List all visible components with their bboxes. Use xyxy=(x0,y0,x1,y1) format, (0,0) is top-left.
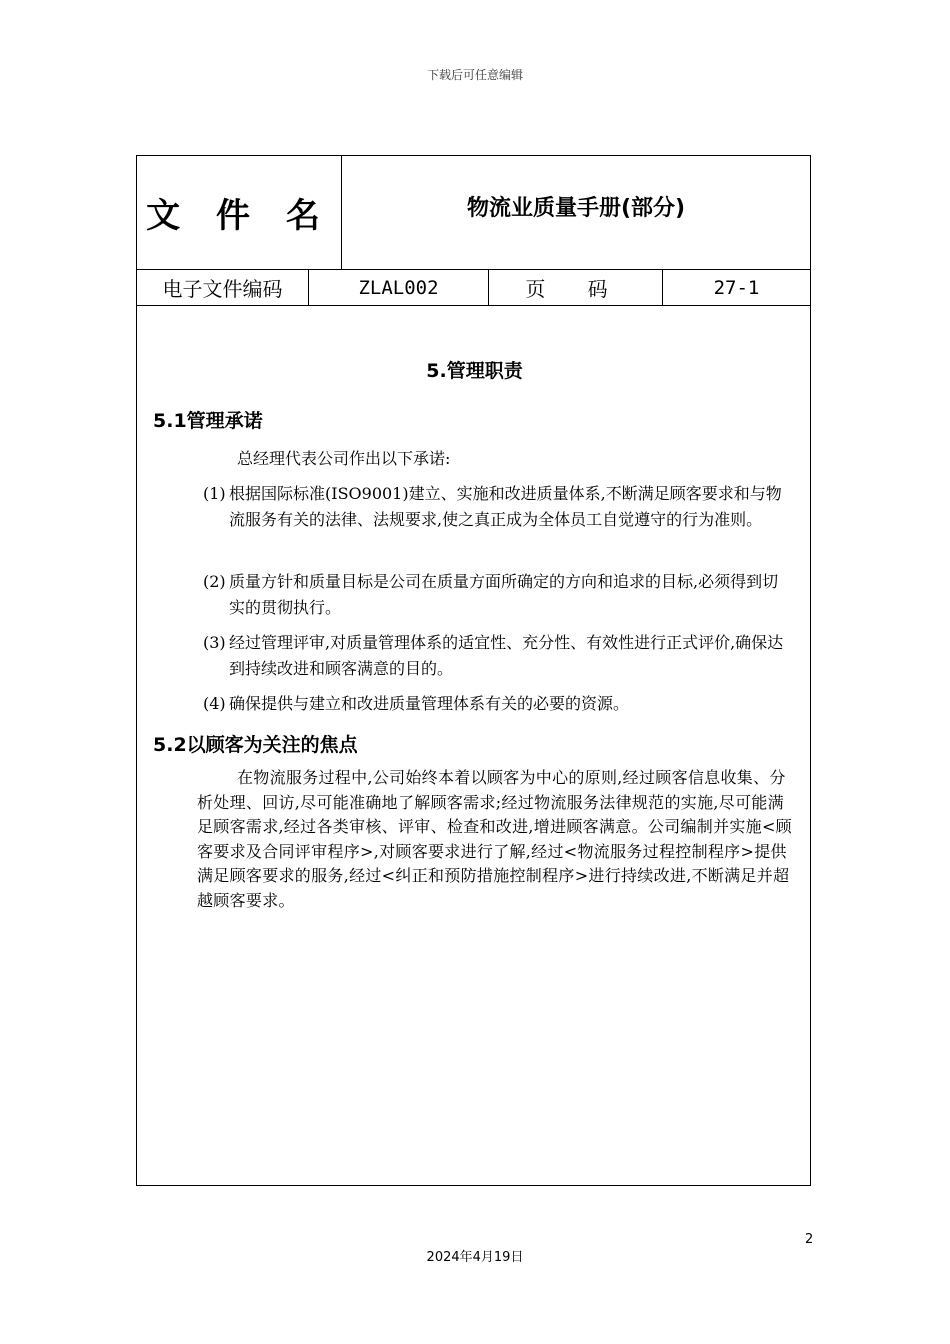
document-frame xyxy=(136,155,811,1186)
item-number: (3) xyxy=(203,633,226,652)
file-name-label: 文 件 名 xyxy=(137,156,342,269)
section-title: 5.管理职责 xyxy=(426,360,523,382)
commitment-item xyxy=(203,569,793,621)
page-label: 页 码 xyxy=(489,270,663,305)
commitment-item xyxy=(203,691,793,717)
item-text: 确保提供与建立和改进质量管理体系有关的必要的资源。 xyxy=(229,694,630,713)
commitment-intro: 总经理代表公司作出以下承诺: xyxy=(237,449,451,468)
item-number: (2) xyxy=(203,572,226,591)
header-note: 下载后可任意编辑 xyxy=(426,68,523,82)
info-row xyxy=(137,270,810,306)
title-row xyxy=(137,156,810,270)
subsection-title-5-2: 5.2以顾客为关注的焦点 xyxy=(153,734,358,756)
item-text: 质量方针和质量目标是公司在质量方面所确定的方向和追求的目标,必须得到切实的贯彻执行。 xyxy=(229,572,779,617)
document-title: 物流业质量手册(部分) xyxy=(466,195,686,221)
item-number: (4) xyxy=(203,694,226,713)
item-text: 根据国际标准(ISO9001)建立、实施和改进质量体系,不断满足顾客要求和与物流服务有关的法律、法规要求,使之真正成为全体员工自觉遵守的行为准则。 xyxy=(229,484,782,529)
file-code-value: ZLAL002 xyxy=(309,270,489,305)
item-text: 经过管理评审,对质量管理体系的适宜性、充分性、有效性进行正式评价,确保达到持续改进和顾客满意的目的。 xyxy=(229,633,784,678)
file-code-label: 电子文件编码 xyxy=(137,270,309,305)
item-number: (1) xyxy=(203,484,226,503)
commitment-item xyxy=(203,481,793,533)
commitment-item xyxy=(203,630,793,682)
page-number: 2 xyxy=(805,1232,814,1247)
page-value: 27-1 xyxy=(713,276,760,299)
customer-focus-paragraph: 在物流服务过程中,公司始终本着以顾客为中心的原则,经过顾客信息收集、分析处理、回访,尽可能准确地了解顾客需求;经过物流服务法律规范的实施,尽可能满足顾客需求,经过各类审核、评审、检查和改进,增进顾客满意。公司编制并实施<顾客要求及合同评审程序>,对顾客要求进行了解,经过<物流服务过程控制程序>提供满足顾客要求的服务,经过<纠正和预防措施控制程序>进行持续改进,不断满足并超越顾客要求。 xyxy=(197,768,792,910)
footer-date: 2024年4月19日 xyxy=(426,1250,524,1265)
subsection-title-5-1: 5.1管理承诺 xyxy=(153,410,263,432)
